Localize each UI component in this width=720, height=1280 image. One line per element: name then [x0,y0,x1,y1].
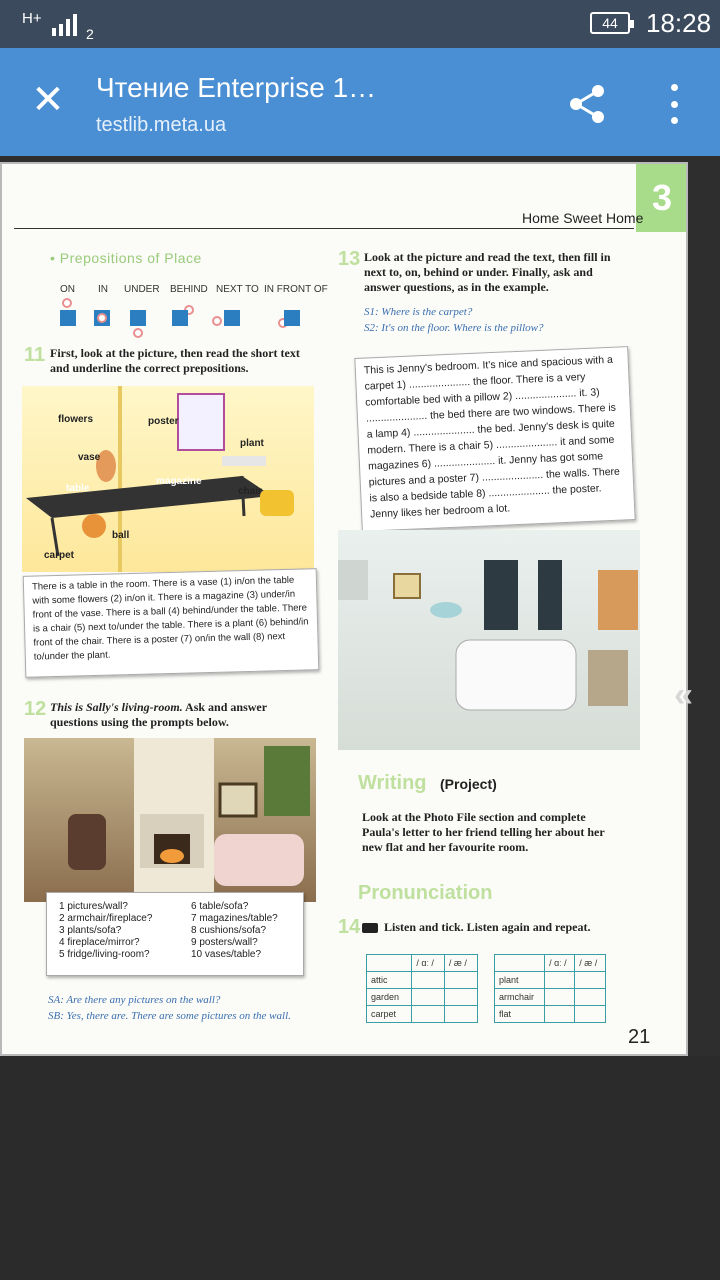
exercise-11-instruction: First, look at the picture, then read the short text and underline the correct prepositions. [50,346,300,375]
exercise-number: 13 [338,248,361,270]
room-label: vase [78,452,101,463]
prompt-item: 6 table/sofa? [191,901,249,912]
exercise-number: 12 [24,698,47,720]
tick-cell[interactable] [444,989,477,1006]
writing-title: Writing [358,772,427,794]
prompt-item: 2 armchair/fireplace? [59,913,153,924]
box-icon [284,310,300,326]
side-panel-handle-icon[interactable]: « [674,676,693,714]
tick-cell[interactable] [412,972,444,989]
room-label: plant [240,438,264,449]
status-bar [0,0,720,48]
writing-text: Look at the Photo File section and complete Paula's letter to her friend telling her about her new flat and her favourite room. [362,810,605,854]
exercise-11-text: There is a table in the room. There is a vase (1) in/on the table with some flowers (2) in/on it. There is a magazine (3) under/in front of the vase. There is a ball (4) behind/under the table. There is a chair (5) next to/under the table. There is a plant (6) behind/in front of the chair. There is a poster (7) on/in the wall (8) next to/under the plant. [23,568,320,678]
example-s2: S2: It's on the floor. Where is the pillow? [364,322,544,334]
tick-cell[interactable] [575,1006,606,1023]
prep-label: IN FRONT OF [264,284,328,295]
signal-icon [52,12,77,36]
exercise-12-task: Ask and answer questions using the prompts below. [50,700,267,729]
room-label: chair [238,486,262,497]
word-cell: carpet [367,1006,412,1023]
writing-subtitle: (Project) [440,776,497,792]
prepositions-title: • Prepositions of Place [50,250,202,266]
prompt-item: 8 cushions/sofa? [191,925,267,936]
clock: 18:28 [646,8,712,38]
prep-label: BEHIND [170,284,208,295]
empty-viewer-area [0,1056,720,1280]
word-cell: flat [495,1006,545,1023]
word-cell: garden [367,989,412,1006]
ball-icon [133,328,143,338]
pronunciation-table-right [494,954,606,1023]
room-label: ball [112,530,130,541]
room-label: table [66,483,90,494]
room-label: flowers [58,414,94,425]
table-header: / æ / [575,955,606,972]
prompt-item: 9 posters/wall? [191,937,258,948]
pronunciation-table-left [366,954,478,1023]
box-icon [172,310,188,326]
room-label: poster [148,416,179,427]
battery-icon: 44 [590,12,630,34]
exercise-number: 14 [338,916,361,938]
page-number: 21 [628,1026,651,1048]
tick-cell[interactable] [575,989,606,1006]
table-header: / æ / [444,955,477,972]
exercise-12-instruction [50,700,286,730]
word-cell: plant [495,972,545,989]
sim-indicator: 2 [86,26,94,42]
room-illustration [22,386,314,572]
prep-label: UNDER [124,284,160,295]
pronunciation-title: Pronunciation [358,882,493,904]
prep-label: ON [60,284,75,295]
living-room-photo [24,738,316,902]
chapter-tab: 3 [636,164,688,232]
table-header: / ɑː / [412,955,444,972]
box-icon [224,310,240,326]
table-header: / ɑː / [545,955,575,972]
prompt-item: 10 vases/table? [191,949,262,960]
more-vert-icon[interactable] [664,84,684,124]
tick-cell[interactable] [545,1006,575,1023]
word-cell: armchair [495,989,545,1006]
pronunciation-instruction: Listen and tick. Listen again and repeat. [362,920,622,935]
exercise-number: 11 [24,344,46,366]
textbook-page [0,162,688,1056]
example-question: SA: Are there any pictures on the wall? [48,994,221,1006]
page-title: Чтение Enterprise 1… [96,72,377,103]
page-url: testlib.meta.ua [96,114,227,136]
close-icon[interactable]: ✕ [31,78,65,122]
ball-icon [212,316,222,326]
example-answer: SB: Yes, there are. There are some pictures on the wall. [48,1010,291,1022]
share-icon[interactable] [566,82,610,126]
header-divider [14,228,634,229]
prompt-item: 1 pictures/wall? [59,901,128,912]
word-cell: attic [367,972,412,989]
tape-icon [362,923,378,933]
prompt-item: 3 plants/sofa? [59,925,122,936]
room-label: magazine [156,476,202,487]
tick-cell[interactable] [545,972,575,989]
box-icon [60,310,76,326]
exercise-12-caption: This is Sally's living-room. [50,700,183,714]
tick-cell[interactable] [444,1006,477,1023]
prep-label: NEXT TO [216,284,259,295]
prompt-item: 4 fireplace/mirror? [59,937,140,948]
room-label: carpet [44,550,75,561]
exercise-13-text: This is Jenny's bedroom. It's nice and spacious with a carpet 1) ..................... the floor. There is a very comfortable bed with a pillow 2) ..................... it. 3) ..................... the bed there are two windows. There is a lamp 4) ..................... the bed. Jenny's desk is quite modern. There is a chair 5) ..................... it and some magazines 6) ..................... it. Jenny has got some pictures and a poster 7) ..................... the walls. There is also a bedside table 8) ..................... the poster. Jenny likes her bedroom a lot. [354,346,635,532]
bedroom-photo [338,530,640,750]
prep-label: IN [98,284,108,295]
exercise-12-prompts [46,892,304,976]
ball-icon [97,313,107,323]
tick-cell[interactable] [412,1006,444,1023]
network-type: H+ [22,10,42,27]
prompt-item: 5 fridge/living-room? [59,949,150,960]
tick-cell[interactable] [412,989,444,1006]
example-s1: S1: Where is the carpet? [364,306,473,318]
chapter-header: Home Sweet Home [522,210,644,226]
ball-icon [62,298,72,308]
tick-cell[interactable] [575,972,606,989]
tick-cell[interactable] [444,972,477,989]
box-icon [130,310,146,326]
exercise-13-instruction: Look at the picture and read the text, then fill in next to, on, behind or under. Finally, ask and answer questions, as in the example. [364,250,611,294]
tick-cell[interactable] [545,989,575,1006]
prompt-item: 7 magazines/table? [191,913,278,924]
app-toolbar [0,48,720,156]
